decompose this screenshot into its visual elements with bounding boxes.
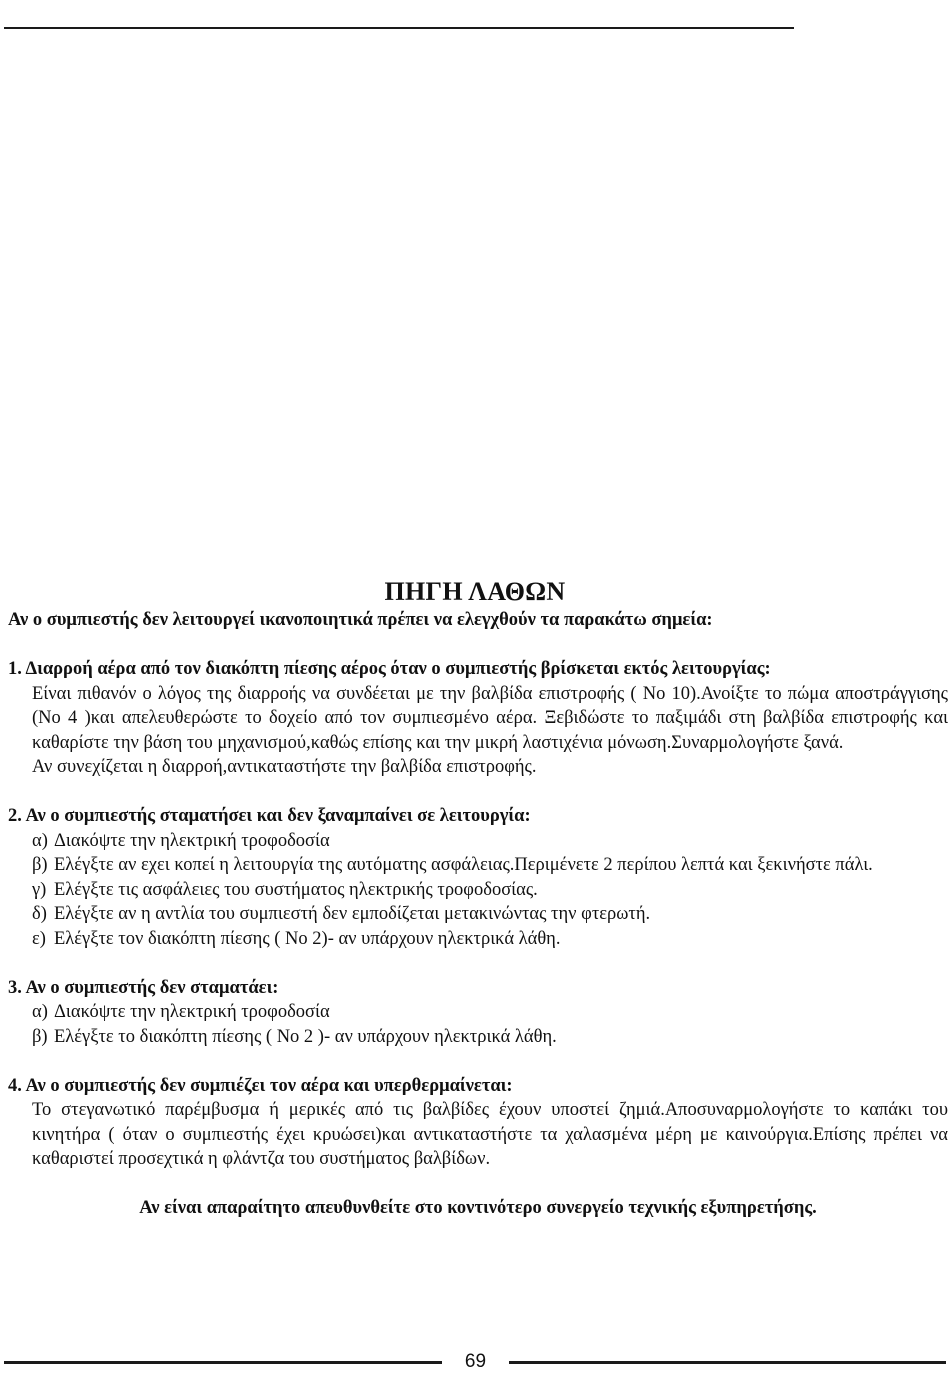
section-2 [8, 804, 948, 951]
list-item-text: Ελέγξτε το διακόπτη πίεσης ( Νο 2 )- αν υπάρχουν ηλεκτρικά λάθη. [54, 1026, 557, 1047]
troubleshooting-content [8, 608, 948, 1239]
section-4 [8, 1074, 948, 1172]
section-paragraph: Αν συνεχίζεται η διαρροή,αντικαταστήστε την βαλβίδα επιστροφής. [32, 757, 537, 777]
section-paragraph: Το στεγανωτικό παρέμβυσμα ή μερικές από τις βαλβίδες έχουν υποστεί ζημιά.Αποσυναρμολογήστε το καπάκι του κινητήρα ( όταν ο συμπιεστής έχει κρυώσει)και αντικαταστήστε τα χαλασμένα μέρη με καινούργια.Επίσης πρέπει να καθαριστεί προσεχτικά η φλάντζα του συστήματος βαλβίδων. [32, 1100, 948, 1169]
list-item-label: α) [32, 830, 48, 851]
footer-rule-left [4, 1361, 442, 1364]
footer-rule-right [509, 1361, 946, 1364]
top-rule [4, 27, 794, 29]
section-number: 3. [8, 977, 22, 998]
list-item [32, 829, 948, 854]
section-heading-text: Αν ο συμπιεστής δεν συμπιέζει τον αέρα και υπερθερμαίνεται: [25, 1075, 513, 1096]
section-paragraph: Είναι πιθανόν ο λόγος της διαρροής να συνδέεται με την βαλβίδα επιστροφής ( Νο 10).Ανοίξτε το πώμα αποστράγγισης (Νο 4 )και απελευθερώστε το δοχείο από τον συμπιεσμένο αέρα. Ξεβιδώστε το παξιμάδι στη βαλβίδα επιστροφής και καθαρίστε την βάση του μηχανισμού,καθώς επίσης και την μικρή λαστιχένια μόνωση.Συναρμολογήστε ξανά. [32, 683, 948, 753]
list-item-text: Διακόψτε την ηλεκτρική τροφοδοσία [54, 830, 330, 851]
section-heading [8, 804, 948, 829]
list-item-label: γ) [32, 879, 47, 900]
list-item [32, 878, 948, 903]
section-3 [8, 976, 948, 1050]
page-footer [0, 1350, 950, 1374]
closing-note: Αν είναι απαραίτητο απευθυνθείτε στο κοντινότερο συνεργείο τεχνικής εξυπηρετήσης. [139, 1198, 817, 1218]
list-item-text: Ελέγξτε τις ασφάλειες του συστήματος ηλεκτρικής τροφοδοσίας. [54, 879, 538, 900]
list-item-text: Διακόψτε την ηλεκτρική τροφοδοσία [54, 1002, 330, 1022]
page-title: ΠΗΓΗ ΛΑΘΩΝ [384, 577, 566, 606]
section-number: 1. [8, 659, 22, 679]
section-number: 4. [8, 1075, 22, 1096]
intro-text: Αν ο συμπιεστής δεν λειτουργεί ικανοποιητικά πρέπει να ελεγχθούν τα παρακάτω σημεία: [8, 610, 713, 630]
page-number: 69 [464, 1351, 487, 1372]
list-item [32, 1000, 948, 1025]
section-heading [8, 657, 948, 682]
section-heading-text: Διαρροή αέρα από τον διακόπτη πίεσης αέρος όταν ο συμπιεστής βρίσκεται εκτός λειτουργίας: [25, 659, 771, 679]
list-item-label: α) [32, 1002, 48, 1022]
list-item-label: β) [32, 855, 48, 875]
section-number: 2. [8, 806, 22, 826]
section-heading-text: Αν ο συμπιεστής δεν σταματάει: [25, 977, 279, 998]
section-heading [8, 1074, 948, 1099]
list-item [32, 1025, 948, 1050]
list-item-text: Ελέγξτε τον διακόπτη πίεσης ( Νο 2)- αν υπάρχουν ηλεκτρικά λάθη. [54, 928, 561, 949]
section-heading [8, 976, 948, 1001]
section-heading-text: Αν ο συμπιεστής σταματήσει και δεν ξαναμπαίνει σε λειτουργία: [25, 806, 531, 826]
list-item [32, 902, 948, 927]
section-1 [8, 657, 948, 780]
list-item [32, 853, 948, 878]
list-item-label: ε) [32, 928, 46, 949]
list-item [32, 927, 948, 952]
list-item-label: δ) [32, 904, 47, 924]
list-item-label: β) [32, 1026, 48, 1047]
list-item-text: Ελέγξτε αν εχει κοπεί η λειτουργία της αυτόματης ασφάλειας.Περιμένετε 2 περίπου λεπτά και ξεκινήστε πάλι. [54, 855, 873, 875]
list-item-text: Ελέγξτε αν η αντλία του συμπιεστή δεν εμποδίζεται μετακινώντας την φτερωτή. [54, 904, 651, 924]
